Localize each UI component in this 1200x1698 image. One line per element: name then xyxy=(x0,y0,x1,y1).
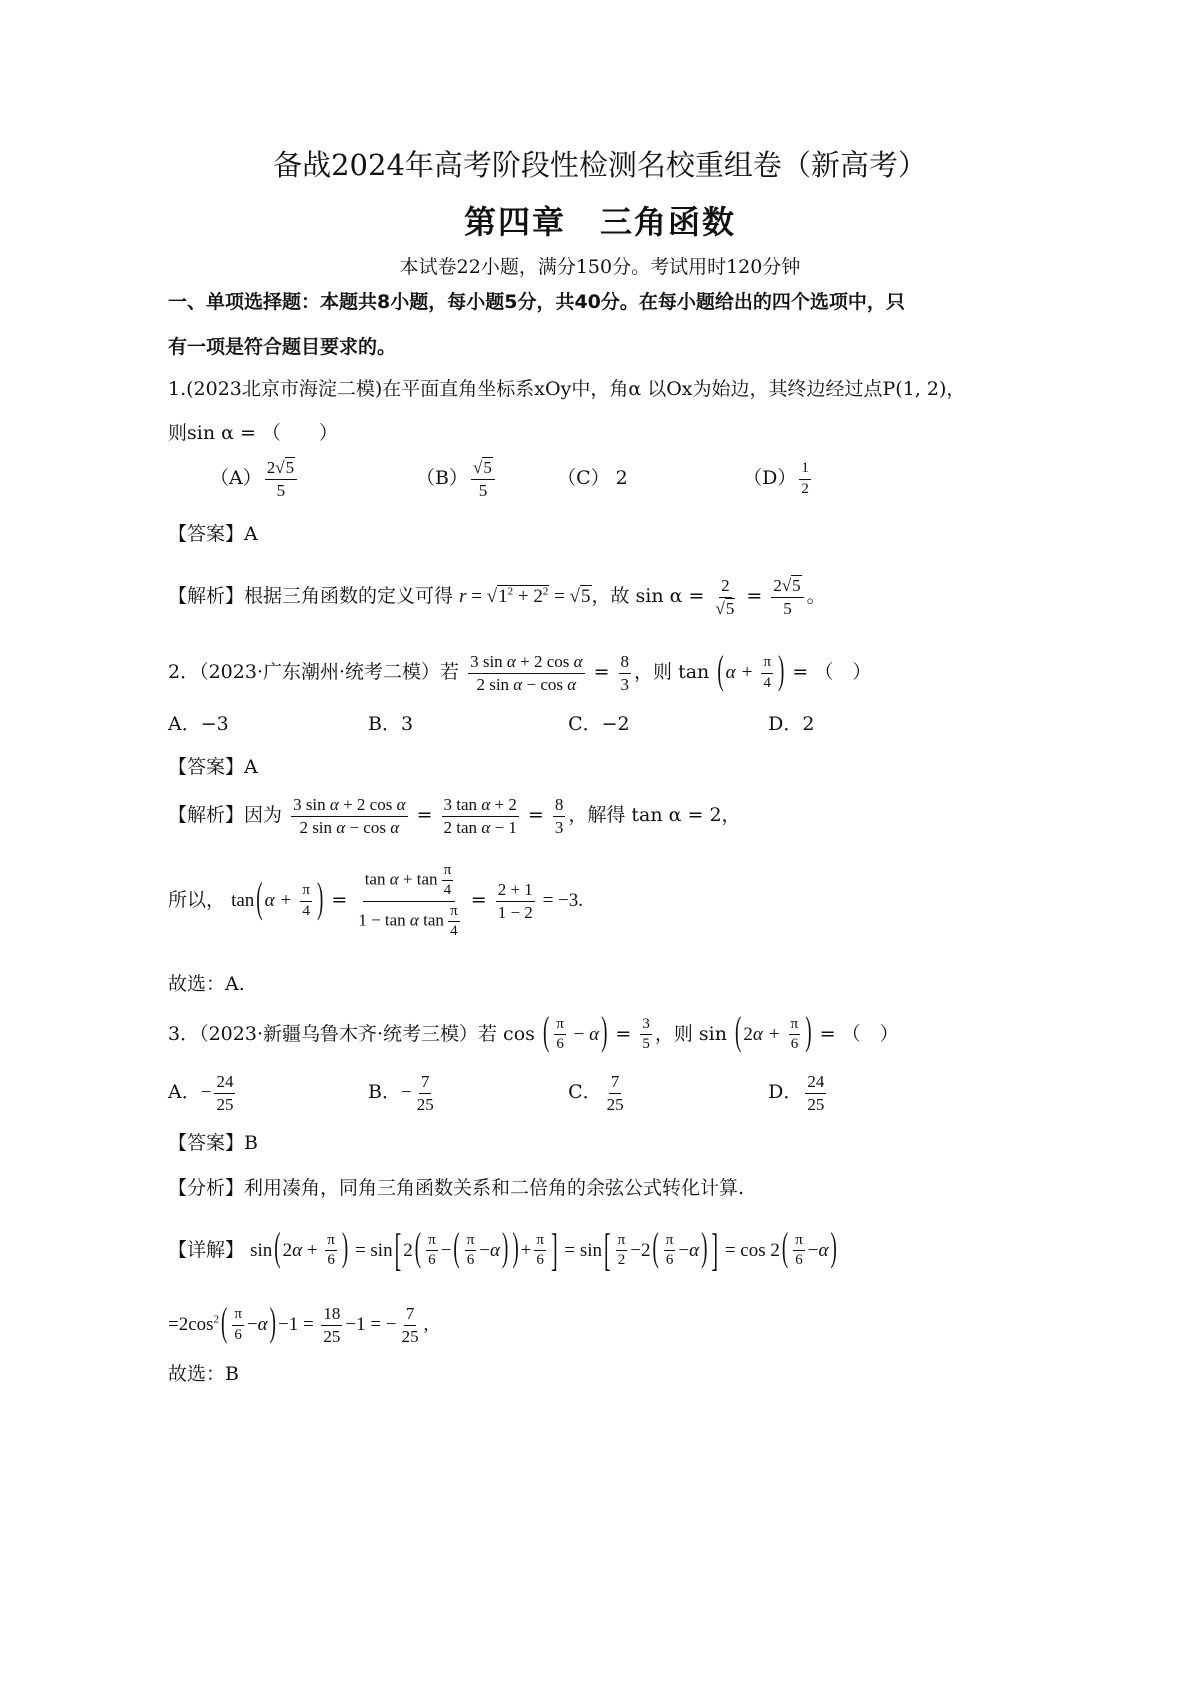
fraction: tan α + tan $\frac{\pi}{4}$ 1 − tan α tan $\frac{\pi}{4}$ xyxy=(358,862,458,939)
section-heading: 一、单项选择题：本题共8小题，每小题5分，共40分。在每小题给出的四个选项中，只 xyxy=(168,291,905,313)
fraction: $\frac{18}{25}$ xyxy=(323,1304,341,1346)
fraction: $\frac{7}{25}$ xyxy=(416,1072,434,1114)
q3-detail-cont: $=2\cos^2$ ( $\frac{\pi}{6}$ −α ) −1 = $\frac{18}{25}$ −1 = − $\frac{7}{25}$ , xyxy=(168,1301,429,1346)
q1-option-c: （C） 2 xyxy=(557,467,628,490)
fraction: $\frac{2√5}{5}$ xyxy=(265,458,297,500)
q3-options xyxy=(168,1072,829,1114)
section-heading-cont: 有一项是符合题目要求的。 xyxy=(168,336,397,358)
q3-stem: 3．（2023·新疆乌鲁木齐·统考三模）若 cos ( $\frac{\pi}{6}$ − α ) = $\frac{3}{5}$ ，则 sin ( 2α + $\frac{\pi}{6}$ ) = （ ） xyxy=(168,1010,899,1055)
fraction: $\frac{√5}{5}$ xyxy=(471,458,495,500)
fraction: $\frac{2}{√5}$ xyxy=(715,576,735,618)
q2-options xyxy=(168,713,814,736)
fraction: $\frac{2√5}{5}$ xyxy=(771,576,803,618)
exam-subtitle: 本试卷22小题，满分150分。考试用时120分钟 xyxy=(399,256,801,278)
fraction: $\frac{8}{3}$ xyxy=(554,795,564,837)
fraction: $\frac{\text{3 tan α + 2}}{\text{2 tan α − 1}}$ xyxy=(443,795,517,837)
q1-option-a: （A） $\frac{2√5}{5}$ xyxy=(210,458,410,500)
fraction: $\frac{\pi}{4}$ xyxy=(302,882,310,919)
q1-answer: 【答案】A xyxy=(168,523,258,545)
q2-answer: 【答案】A xyxy=(168,756,258,778)
fraction: $\frac{\pi}{6}$ xyxy=(466,1232,475,1269)
q3-option-c: C． $\frac{7}{25}$ xyxy=(568,1072,624,1114)
q2-option-b: B．3 xyxy=(368,713,414,735)
q2-option-a: A．−3 xyxy=(168,713,229,735)
fraction: $\frac{\pi}{2}$ xyxy=(617,1232,626,1269)
q2-option-d: D．2 xyxy=(768,713,815,735)
q3-option-a: A．− $\frac{24}{25}$ xyxy=(168,1072,234,1114)
chapter-title: 第四章 三角函数 xyxy=(463,203,736,241)
q2-analysis: 【解析】因为 $\frac{\text{3 sin α + 2 cos α}}{\text{2 sin α − cos α}}$ = $\frac{\text{3 tan α + 2}}{\text{2 tan α − 1}}$ = $\frac{8}{3}$ ，解得 tan α = 2， xyxy=(168,795,741,837)
fraction: $\frac{\pi}{6}$ xyxy=(665,1232,674,1269)
fraction: $\frac{\pi}{6}$ xyxy=(790,1016,799,1053)
fraction: $\frac{\text{3 sin α + 2 cos α}}{\text{2 sin α − cos α}}$ xyxy=(293,795,406,837)
fraction: $\frac{7}{25}$ xyxy=(606,1072,624,1114)
q3-detail: 【详解】 sin ( 2α + $\frac{\pi}{6}$ ) = sin [ 2 ( $\frac{\pi}{6}$ − ( $\frac{\pi}{6}$ −α ) ) + $\frac{\pi}{6}$ ] = sin [ $\frac{\pi}{2}$ −2 ( $\frac{\pi}{6}$ −α ) ] = cos 2 ( $\frac{\pi}{6}$ −α ) xyxy=(168,1225,837,1277)
fraction: $\frac{3}{5}$ xyxy=(642,1016,650,1053)
fraction: $\frac{2 + 1}{1 - 2}$ xyxy=(497,879,533,922)
q2-option-c: C．−2 xyxy=(568,713,630,735)
q1-stem-cont: 则sin α = （ ） xyxy=(168,422,338,444)
q2-choice: 故选：A. xyxy=(168,973,245,995)
q1-analysis: 【解析】根据三角函数的定义可得 $r = √1^2 + 2^2 = √5$，故 sin α = $\frac{2}{√5}$ = $\frac{2√5}{5}$ 。 xyxy=(168,576,826,618)
q1-option-d: （D） $\frac{1}{2}$ xyxy=(743,460,809,497)
exam-title: 备战2024年高考阶段性检测名校重组卷（新高考） xyxy=(273,148,927,182)
q2-stem: 2．（2023·广东潮州·统考二模）若 $\frac{\text{3 sin α + 2 cos α}}{\text{2 sin α − cos α}}$ = $\frac{8}{3}$ ，则 tan ( α + $\frac{\pi}{4}$ ) = （ ） xyxy=(168,649,872,694)
fraction: $\frac{\pi}{6}$ xyxy=(556,1016,564,1053)
q2-derivation: 所以， tan ( α + $\frac{\pi}{4}$ ) = tan α + tan $\frac{\pi}{4}$ 1 − tan α tan $\frac{\pi}{4}$ = $\frac{2 + 1}{1 - 2}$ = −3. xyxy=(168,862,583,939)
fraction: $\frac{\pi}{6}$ xyxy=(428,1232,436,1269)
fraction: $\frac{8}{3}$ xyxy=(620,652,630,694)
fraction: $\frac{1}{2}$ xyxy=(801,460,809,497)
q1-option-b: （B） $\frac{√5}{5}$ xyxy=(416,458,551,500)
fraction: $\frac{\pi}{6}$ xyxy=(327,1232,335,1269)
q1-stem: 1.(2023北京市海淀二模)在平面直角坐标系xOy中，角α 以Ox为始边，其终边经过点P(1, 2)， xyxy=(168,378,966,400)
q3-option-d: D． $\frac{24}{25}$ xyxy=(768,1072,825,1114)
q3-answer: 【答案】B xyxy=(168,1132,258,1154)
fraction: $\frac{\pi}{4}$ xyxy=(763,654,772,691)
q3-option-b: B．− $\frac{7}{25}$ xyxy=(368,1072,434,1114)
fraction: $\frac{\pi}{6}$ xyxy=(234,1306,242,1343)
q1-options xyxy=(210,458,814,500)
fraction: $\frac{7}{25}$ xyxy=(401,1304,419,1346)
fraction: $\frac{\text{3 sin α + 2 cos α}}{\text{2 sin α − cos α}}$ xyxy=(470,652,583,694)
q3-choice: 故选：B xyxy=(168,1363,239,1385)
fraction: $\frac{\pi}{6}$ xyxy=(795,1232,803,1269)
q3-analysis: 【分析】利用凑角，同角三角函数关系和二倍角的余弦公式转化计算. xyxy=(168,1177,745,1199)
fraction: $\frac{\pi}{6}$ xyxy=(536,1232,544,1269)
fraction: $\frac{24}{25}$ xyxy=(807,1072,825,1114)
fraction: $\frac{24}{25}$ xyxy=(216,1072,234,1114)
